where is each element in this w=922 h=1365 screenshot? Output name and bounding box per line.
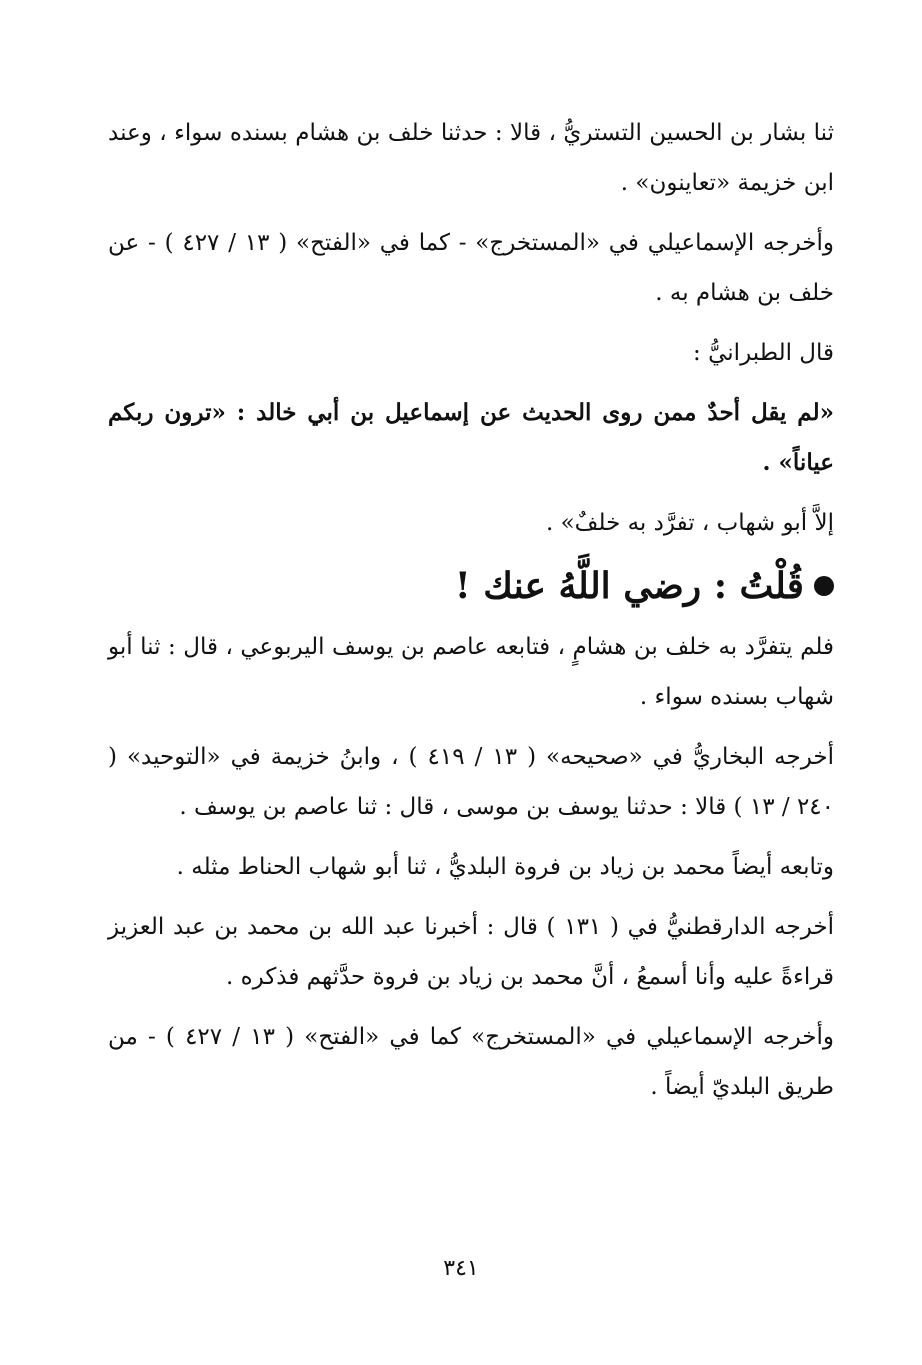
paragraph-5: إلاَّ أبو شهاب ، تفرَّد به خلفٌ» . (545, 510, 834, 536)
heading-text: قُلْتُ : رضي اللَّهُ عنك ! (454, 565, 804, 607)
paragraph-6: فلم يتفرَّد به خلف بن هشامٍ ، فتابعه عاصم بن يوسف اليربوعي ، قال : ثنا أبو شهاب بسنده سواء . (108, 634, 834, 710)
paragraph-10: وأخرجه الإسماعيلي في «المستخرج» كما في «الفتح» ( ١٣ / ٤٢٧ ) - من طريق البلديّ أيضاً . (108, 1024, 834, 1100)
paragraph-2: وأخرجه الإسماعيلي في «المستخرج» - كما في «الفتح» ( ١٣ / ٤٢٧ ) - عن خلف بن هشام به . (108, 230, 834, 306)
paragraph-3: قال الطبرانيُّ : (693, 340, 834, 366)
bullet-icon (814, 576, 834, 596)
section-heading (108, 558, 834, 614)
page-number: ٣٤١ (443, 1256, 479, 1281)
paragraph-4: «لم يقل أحدٌ ممن روى الحديث عن إسماعيل بن أبي خالد : «ترون ربكم عياناً» . (108, 399, 834, 476)
paragraph-1: ثنا بشار بن الحسين التستريُّ ، قالا : حدثنا خلف بن هشام بسنده سواء ، وعند ابن خزيمة «تعاينون» . (108, 120, 834, 196)
page-body (108, 108, 834, 1122)
paragraph-8: وتابعه أيضاً محمد بن زياد بن فروة البلديُّ ، ثنا أبو شهاب الحناط مثله . (176, 854, 834, 880)
paragraph-9: أخرجه الدارقطنيُّ في ( ١٣١ ) قال : أخبرنا عبد الله بن محمد بن عبد العزيز قراءةً عليه وأنا أسمعُ ، أنَّ محمد بن زياد بن فروة حدَّثهم فذكره . (108, 914, 835, 990)
paragraph-7: أخرجه البخاريُّ في «صحيحه» ( ١٣ / ٤١٩ ) ، وابنُ خزيمة في «التوحيد» ( ٢٤٠ / ١٣ ) قالا : حدثنا يوسف بن موسى ، قال : ثنا عاصم بن يوسف . (108, 744, 835, 820)
